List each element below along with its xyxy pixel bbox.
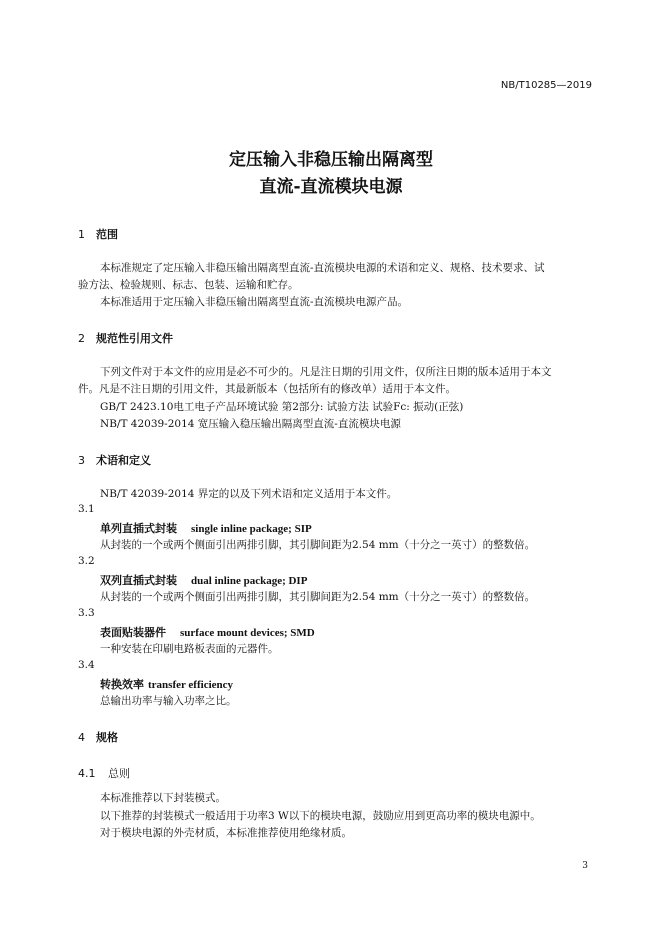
term-english: transfer efficiency	[148, 679, 234, 691]
term-number: 3.4	[78, 659, 95, 671]
section-title: 范围	[96, 228, 118, 241]
term-heading	[100, 520, 312, 536]
section-title: 规范性引用文件	[96, 332, 173, 345]
term-chinese: 表面贴装器件	[100, 626, 166, 639]
term-english: single inline package; SIP	[191, 523, 312, 535]
subsection-number: 4.1	[78, 767, 96, 780]
normative-reference: NB/T 42039-2014 宽压输入稳压输出隔离型直流-直流模块电源	[100, 418, 401, 430]
section-2-heading	[78, 330, 173, 346]
normative-reference: GB/T 2423.10电工电子产品环境试验 第2部分: 试验方法 试验Fc: 振动(正弦)	[100, 401, 464, 413]
standard-code: NB/T10285—2019	[500, 80, 592, 91]
section-4-heading	[78, 729, 118, 745]
paragraph-line: 以下推荐的封装模式一般适用于功率3 W以下的模块电源，鼓励应用到更高功率的模块电源中。	[100, 810, 541, 822]
section-title: 规格	[96, 731, 118, 744]
term-number: 3.3	[78, 607, 95, 619]
document-title-line2: 直流-直流模块电源	[259, 177, 403, 197]
term-heading	[100, 624, 315, 640]
term-chinese: 双列直插式封装	[100, 574, 177, 587]
section-number: 1	[78, 228, 85, 241]
paragraph-line: NB/T 42039-2014 界定的以及下列术语和定义适用于本文件。	[100, 488, 398, 500]
term-chinese: 转换效率	[100, 678, 144, 691]
subsection-title: 总则	[108, 767, 130, 780]
term-heading	[100, 572, 307, 588]
section-number: 2	[78, 332, 85, 345]
section-title: 术语和定义	[96, 454, 151, 467]
paragraph-line: 本标准推荐以下封装模式。	[100, 792, 226, 804]
term-heading	[100, 676, 233, 692]
term-definition: 从封装的一个或两个侧面引出两排引脚，其引脚间距为2.54 mm（十分之一英寸）的整数倍。	[100, 591, 536, 603]
section-number: 3	[78, 454, 85, 467]
document-title-line1: 定压输入非稳压输出隔离型	[229, 150, 433, 170]
subsection-4-1-heading	[78, 765, 130, 781]
section-3-heading	[78, 452, 151, 468]
term-number: 3.1	[78, 503, 95, 515]
term-english: surface mount devices; SMD	[180, 627, 315, 639]
section-1-heading	[78, 226, 118, 242]
paragraph-line: 下列文件对于本文件的应用是必不可少的。凡是注日期的引用文件，仅所注日期的版本适用于本文	[100, 366, 552, 378]
term-definition: 总输出功率与输入功率之比。	[100, 695, 237, 707]
paragraph-line: 验方法、检验规则、标志、包装、运输和贮存。	[78, 279, 299, 291]
term-english: dual inline package; DIP	[191, 575, 308, 587]
term-definition: 一种安装在印刷电路板表面的元器件。	[100, 643, 279, 655]
paragraph-line: 本标准适用于定压输入非稳压输出隔离型直流-直流模块电源产品。	[100, 296, 409, 308]
paragraph-line: 对于模块电源的外壳材质，本标准推荐使用绝缘材质。	[100, 827, 352, 839]
term-definition: 从封装的一个或两个侧面引出两排引脚，其引脚间距为2.54 mm（十分之一英寸）的整数倍。	[100, 539, 536, 551]
paragraph-line: 件。凡是不注日期的引用文件，其最新版本（包括所有的修改单）适用于本文件。	[78, 383, 456, 395]
page-number: 3	[582, 861, 588, 871]
paragraph-line: 本标准规定了定压输入非稳压输出隔离型直流-直流模块电源的术语和定义、规格、技术要求、试	[100, 262, 545, 274]
term-chinese: 单列直插式封装	[100, 522, 177, 535]
section-number: 4	[78, 731, 85, 744]
term-number: 3.2	[78, 555, 95, 567]
